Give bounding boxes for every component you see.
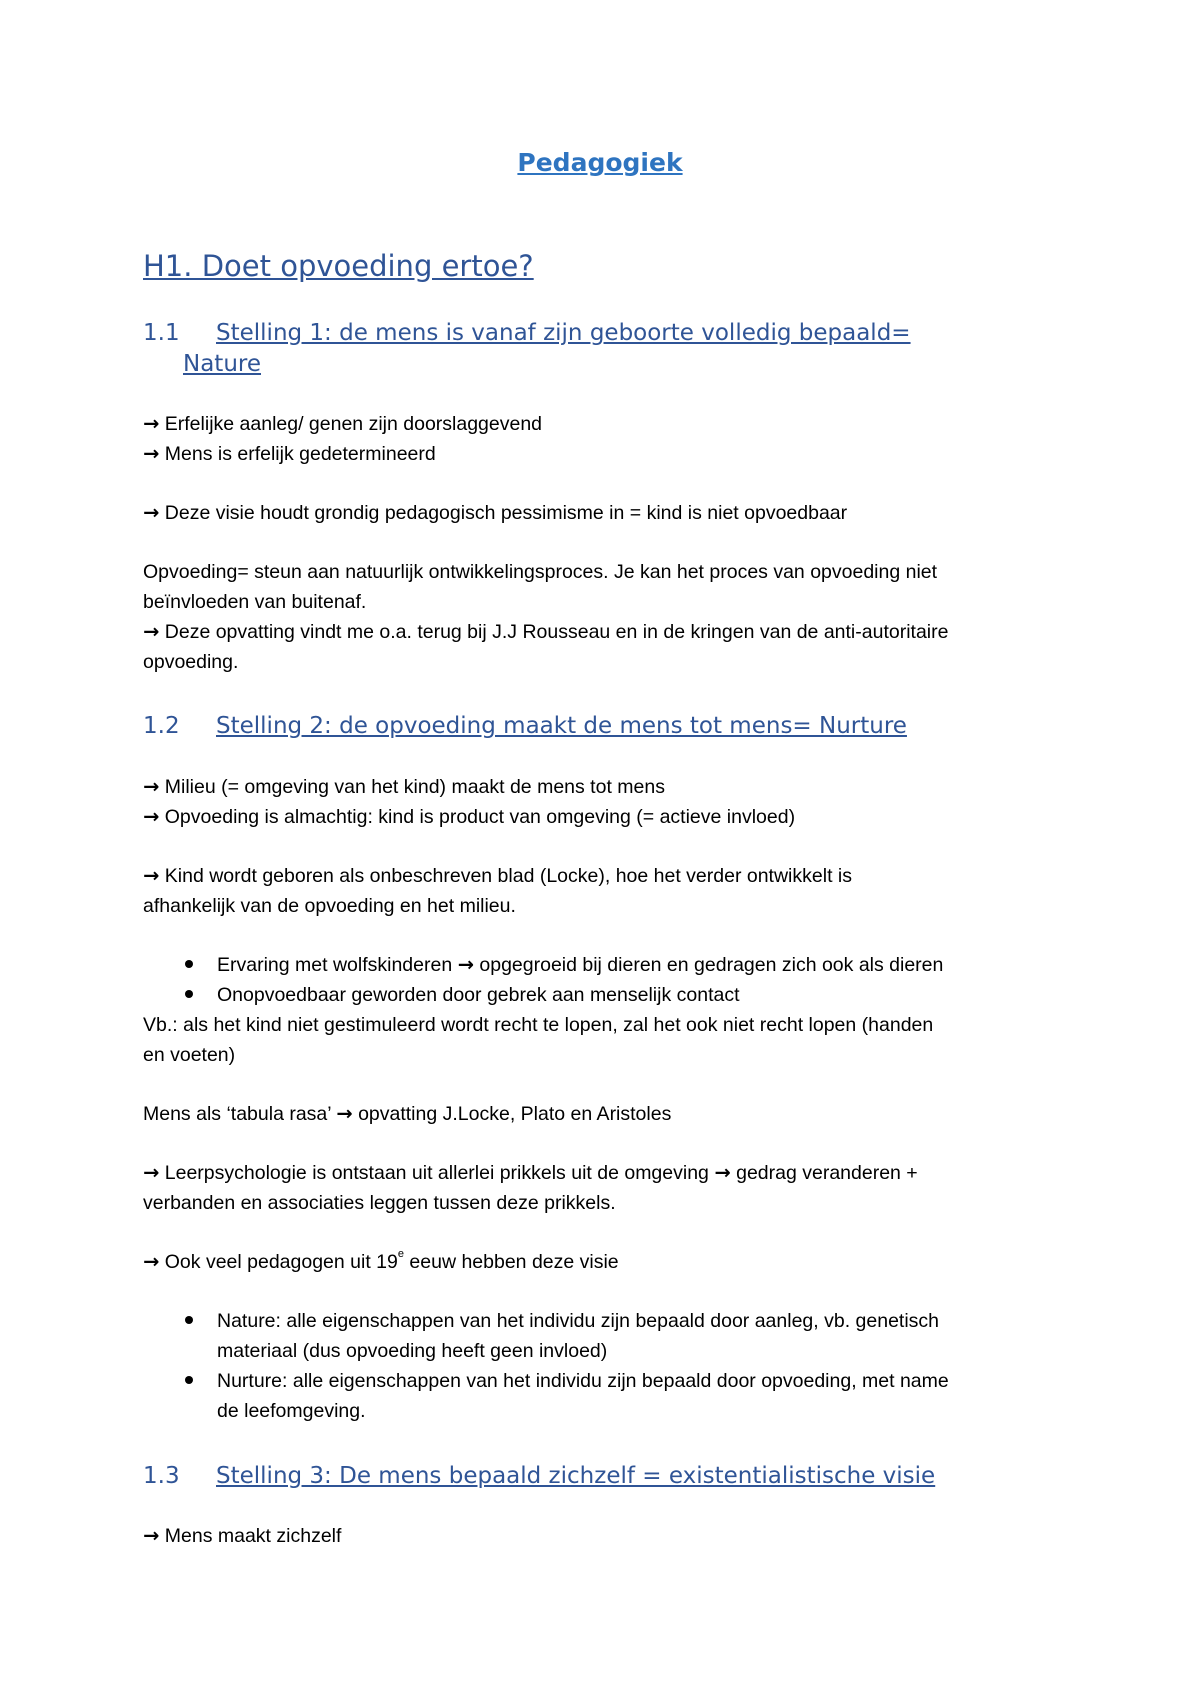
arrow-line [143, 439, 1073, 469]
paragraph-line: opvoeding. [143, 651, 239, 673]
line-text: Ook veel pedagogen uit 19 [164, 1251, 398, 1273]
arrow-line [143, 1247, 1073, 1277]
arrow-line [143, 861, 1073, 891]
line-text: Kind wordt geboren als onbeschreven blad (Locke), hoe het verder ontwikkelt is [164, 865, 852, 887]
document-title: Pedagogiek [517, 148, 683, 177]
chapter-heading [143, 248, 534, 284]
section-title: Stelling 1: de mens is vanaf zijn geboorte volledig bepaald= [216, 320, 911, 346]
paragraph-line: Vb.: als het kind niet gestimuleerd wordt recht te lopen, zal het ook niet recht lopen (handen [143, 1014, 934, 1036]
line-text: opvatting J.Locke, Plato en Aristoles [358, 1103, 672, 1125]
arrow-line [143, 802, 1073, 832]
section-title: Stelling 3: De mens bepaald zichzelf = existentialistische visie [216, 1463, 936, 1489]
arrow-icon: → [714, 1161, 731, 1184]
section-title-continued: Nature [183, 351, 261, 377]
line-text: Mens als ‘tabula rasa’ [143, 1103, 331, 1125]
arrow-icon: → [143, 864, 160, 887]
line-text: Opvoeding is almachtig: kind is product van omgeving (= actieve invloed) [164, 806, 796, 828]
list-item-text: opgegroeid bij dieren en gedragen zich ook als dieren [479, 954, 944, 976]
arrow-line [143, 409, 1073, 439]
arrow-line [143, 617, 1073, 647]
section-number: 1.3 [143, 1463, 180, 1489]
section-number: 1.1 [143, 320, 180, 346]
arrow-icon: → [143, 805, 160, 828]
bullet-icon [185, 1316, 193, 1324]
list-item [217, 950, 943, 980]
arrow-icon: → [143, 501, 160, 524]
line-text: Mens is erfelijk gedetermineerd [164, 443, 436, 465]
arrow-icon: → [457, 953, 474, 976]
paragraph-line [143, 1099, 1073, 1129]
arrow-icon: → [143, 1250, 160, 1273]
list-item-continued: de leefomgeving. [217, 1400, 366, 1422]
arrow-icon: → [336, 1102, 353, 1125]
line-text: Mens maakt zichzelf [164, 1525, 342, 1547]
list-item: Onopvoedbaar geworden door gebrek aan menselijk contact [217, 984, 740, 1006]
paragraph-line: afhankelijk van de opvoeding en het milieu. [143, 895, 516, 917]
arrow-line [143, 498, 1073, 528]
line-text: Milieu (= omgeving van het kind) maakt de mens tot mens [164, 776, 665, 798]
paragraph-line: beïnvloeden van buitenaf. [143, 591, 367, 613]
list-item-continued: materiaal (dus opvoeding heeft geen invloed) [217, 1340, 608, 1362]
line-text: Erfelijke aanleg/ genen zijn doorslaggevend [164, 413, 543, 435]
arrow-line [143, 1158, 1073, 1188]
bullet-icon [185, 990, 193, 998]
arrow-icon: → [143, 1161, 160, 1184]
list-item: Nurture: alle eigenschappen van het individu zijn bepaald door opvoeding, met name [217, 1370, 949, 1392]
chapter-heading-text: H1. Doet opvoeding ertoe? [143, 249, 534, 283]
arrow-icon: → [143, 620, 160, 643]
bullet-icon [185, 1376, 193, 1384]
line-text: Deze opvatting vindt me o.a. terug bij J.J Rousseau en in de kringen van de anti-autoritaire [164, 621, 949, 643]
section-title: Stelling 2: de opvoeding maakt de mens tot mens= Nurture [216, 713, 907, 739]
line-text: Leerpsychologie is ontstaan uit allerlei prikkels uit de omgeving [164, 1162, 709, 1184]
list-item: Nature: alle eigenschappen van het individu zijn bepaald door aanleg, vb. genetisch [217, 1310, 940, 1332]
bullet-icon [185, 960, 193, 968]
arrow-icon: → [143, 1524, 160, 1547]
list-item-text: Ervaring met wolfskinderen [217, 954, 453, 976]
paragraph-line: verbanden en associaties leggen tussen deze prikkels. [143, 1192, 616, 1214]
section-number: 1.2 [143, 713, 180, 739]
line-text: gedrag veranderen + [736, 1162, 918, 1184]
line-text: eeuw hebben deze visie [404, 1251, 619, 1273]
line-text: Deze visie houdt grondig pedagogisch pessimisme in = kind is niet opvoedbaar [164, 502, 848, 524]
arrow-icon: → [143, 412, 160, 435]
arrow-line [143, 1521, 1073, 1551]
arrow-line [143, 772, 1073, 802]
paragraph-line: Opvoeding= steun aan natuurlijk ontwikkelingsproces. Je kan het proces van opvoeding niet [143, 561, 938, 583]
arrow-icon: → [143, 442, 160, 465]
paragraph-line: en voeten) [143, 1044, 236, 1066]
arrow-icon: → [143, 775, 160, 798]
superscript: e [397, 1248, 404, 1260]
